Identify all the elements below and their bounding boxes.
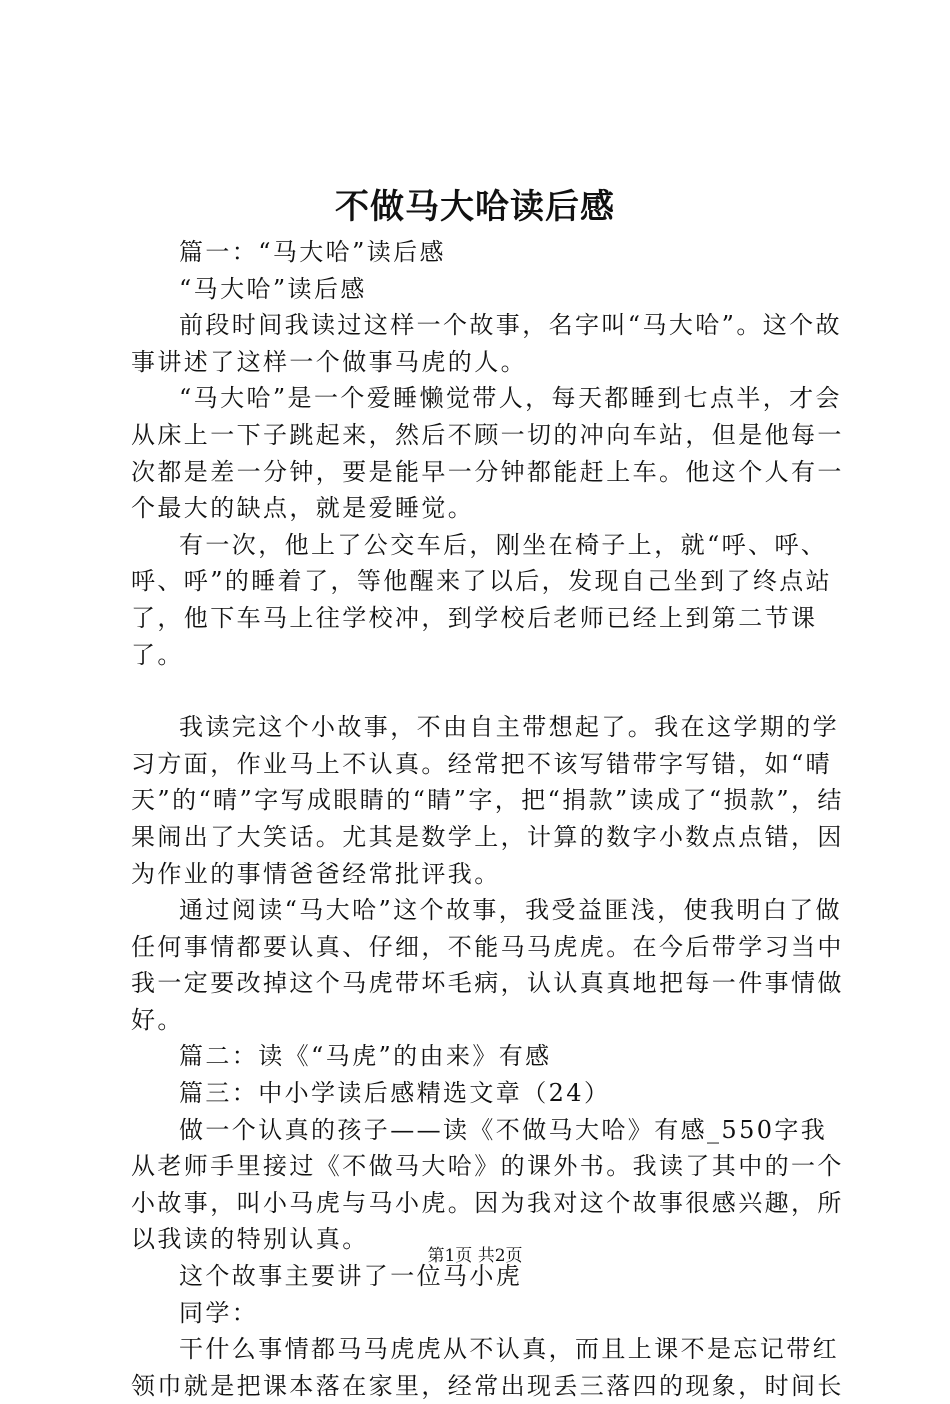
paragraph: 同学： <box>179 1298 259 1327</box>
document-title: 不做马大哈读后感 <box>335 187 615 227</box>
paragraph: 通过阅读“马大哈”这个故事，我受益匪浅，使我明白了做任何事情都要认真、仔细，不能马马虎虎。在今后带学习当中我一定要改掉这个马虎带坏毛病，认认真真地把每一件事情做好。 <box>131 896 844 1034</box>
paragraph-heading-2: 篇二：读《“马虎”的由来》有感 <box>179 1042 552 1071</box>
paragraph-heading-1: 篇一：“马大哈”读后感 <box>179 238 446 266</box>
paragraph: 做一个认真的孩子——读《不做马大哈》有感_550字我从老师手里接过《不做马大哈》的课外书。我读了其中的一个小故事，叫小马虎与马小虎。因为我对这个故事很感兴趣，所以我读的特别认真。 <box>131 1115 844 1254</box>
page-number: 第1页 共2页 <box>427 1246 523 1266</box>
paragraph: “马大哈”是一个爱睡懒觉带人，每天都睡到七点半，才会从床上一下子跳起来，然后不顾一切的冲向车站，但是他每一次都是差一分钟，要是能早一分钟都能赶上车。他这个人有一个最大的缺点，就是爱睡觉。 <box>131 384 844 523</box>
paragraph: 我读完这个小故事，不由自主带想起了。我在这学期的学习方面，作业马上不认真。经常把不该写错带字写错，如“晴天”的“晴”字写成眼睛的“睛”字，把“捐款”读成了“损款”，结果闹出了大笑话。尤其是数学上，计算的数字小数点点错，因为作业的事情爸爸经常批评我。 <box>131 713 844 888</box>
paragraph: 这个故事主要讲了一位马小虎 <box>179 1262 523 1291</box>
paragraph: 前段时间我读过这样一个故事，名字叫“马大哈”。这个故事讲述了这样一个做事马虎的人。 <box>131 311 842 376</box>
document-body <box>131 234 846 1404</box>
paragraph-subtitle: “马大哈”读后感 <box>179 274 367 303</box>
paragraph: 干什么事情都马马虎虎从不认真，而且上课不是忘记带红领巾就是把课本落在家里，经常出现丢三落四的现象，时间长 <box>131 1335 844 1400</box>
paragraph: 有一次，他上了公交车后，刚坐在椅子上，就“呼、呼、呼、呼”的睡着了，等他醒来了以后，发现自己坐到了终点站了，他下车马上往学校冲，到学校后老师已经上到第二节课了。 <box>131 530 833 669</box>
paragraph-heading-3: 篇三：中小学读后感精选文章（24） <box>179 1079 611 1108</box>
